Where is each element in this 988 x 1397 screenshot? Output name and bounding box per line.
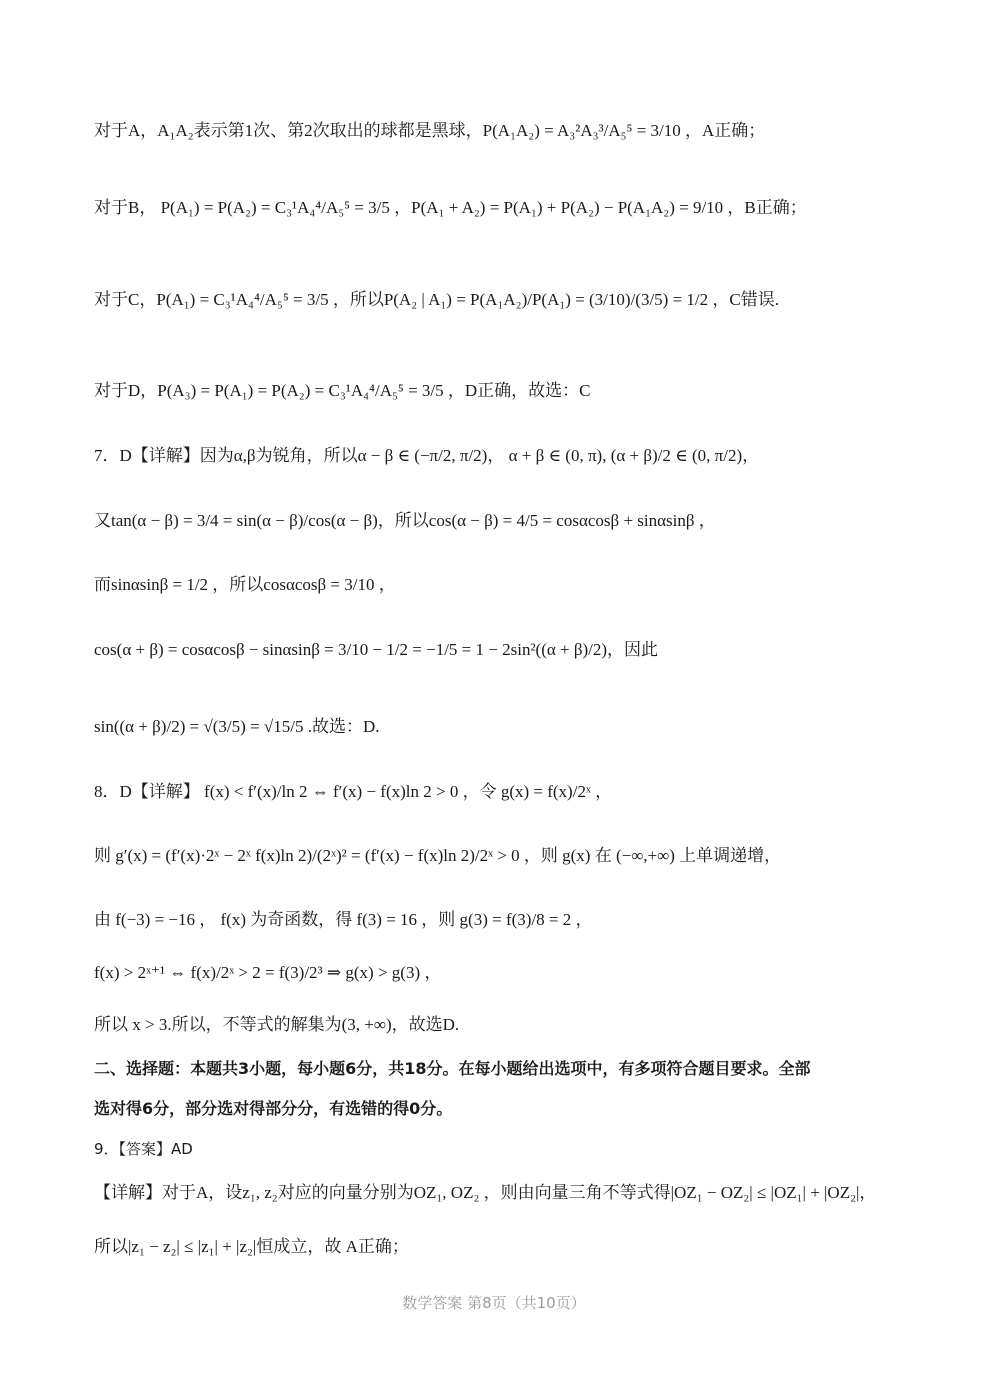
q7-line-5: sin((α + β)/2) = √(3/5) = √15/5 .故选：D. xyxy=(94,717,380,736)
q9-detail-1: 【详解】对于A，设z₁, z₂对应的向量分别为OZ₁, OZ₂ ，则由向量三角不等式得|OZ₁ − OZ₂| ≤ |OZ₁| + |OZ₂|， xyxy=(94,1183,877,1202)
q9-detail-2: 所以|z₁ − z₂| ≤ |z₁| + |z₂|恒成立，故 A正确； xyxy=(94,1237,409,1256)
q8-line-4: f(x) > 2ˣ⁺¹ ⇔ f(x)/2ˣ > 2 = f(3)/2³ ⇒ g(x) > g(3) ， xyxy=(94,963,442,982)
q8-line-3: 由 f(−3) = −16 ， f(x) 为奇函数，得 f(3) = 16 ，则 g(3) = f(3)/8 = 2 ， xyxy=(94,910,593,929)
solution-line-c: 对于C，P(A₁) = C₃¹A₄⁴/A₅⁵ = 3/5 ，所以P(A₂ | A₁) = P(A₁A₂)/P(A₁) = (3/10)/(3/5) = 1/2 ，C错误. xyxy=(94,290,779,309)
section-heading-1: 二、选择题：本题共3小题，每小题6分，共18分。在每小题给出选项中，有多项符合题目要求。全部 xyxy=(94,1059,811,1078)
q7-line-1: 7．D【详解】因为α,β为锐角，所以α − β ∈ (−π/2, π/2)， α + β ∈ (0, π), (α + β)/2 ∈ (0, π/2)， xyxy=(94,446,760,465)
page-footer: 数学答案 第8页（共10页） xyxy=(402,1294,586,1312)
q9-answer: 9．【答案】AD xyxy=(94,1140,193,1158)
solution-line-b: 对于B， P(A₁) = P(A₂) = C₃¹A₄⁴/A₅⁵ = 3/5 ，P(A₁ + A₂) = P(A₁) + P(A₂) − P(A₁A₂) = 9/10 ，B正确； xyxy=(94,198,807,217)
q7-line-2: 又tan(α − β) = 3/4 = sin(α − β)/cos(α − β)，所以cos(α − β) = 4/5 = cosαcosβ + sinαsinβ ， xyxy=(94,511,716,530)
q8-line-5: 所以 x > 3.所以，不等式的解集为(3, +∞)，故选D. xyxy=(94,1015,460,1034)
q7-line-4: cos(α + β) = cosαcosβ − sinαsinβ = 3/10 − 1/2 = −1/5 = 1 − 2sin²((α + β)/2)，因此 xyxy=(94,640,659,659)
q8-line-2: 则 g′(x) = (f′(x)·2ˣ − 2ˣ f(x)ln 2)/(2ˣ)² = (f′(x) − f(x)ln 2)/2ˣ > 0 ，则 g(x) 在 (−∞,+∞) 上单调递增， xyxy=(94,846,782,865)
q8-line-1: 8．D【详解】 f(x) < f′(x)/ln 2 ⇔ f′(x) − f(x)ln 2 > 0 ，令 g(x) = f(x)/2ˣ ， xyxy=(94,782,613,801)
q7-line-3: 而sinαsinβ = 1/2 ，所以cosαcosβ = 3/10 ， xyxy=(94,575,396,594)
solution-line-d: 对于D，P(A₃) = P(A₁) = P(A₂) = C₃¹A₄⁴/A₅⁵ = 3/5 ，D正确，故选：C xyxy=(94,381,591,400)
solution-line-a: 对于A，A₁A₂表示第1次、第2次取出的球都是黑球，P(A₁A₂) = A₃²A₃³/A₅⁵ = 3/10 ，A正确； xyxy=(94,121,766,140)
section-heading-2: 选对得6分，部分选对得部分分，有选错的得0分。 xyxy=(94,1099,453,1118)
